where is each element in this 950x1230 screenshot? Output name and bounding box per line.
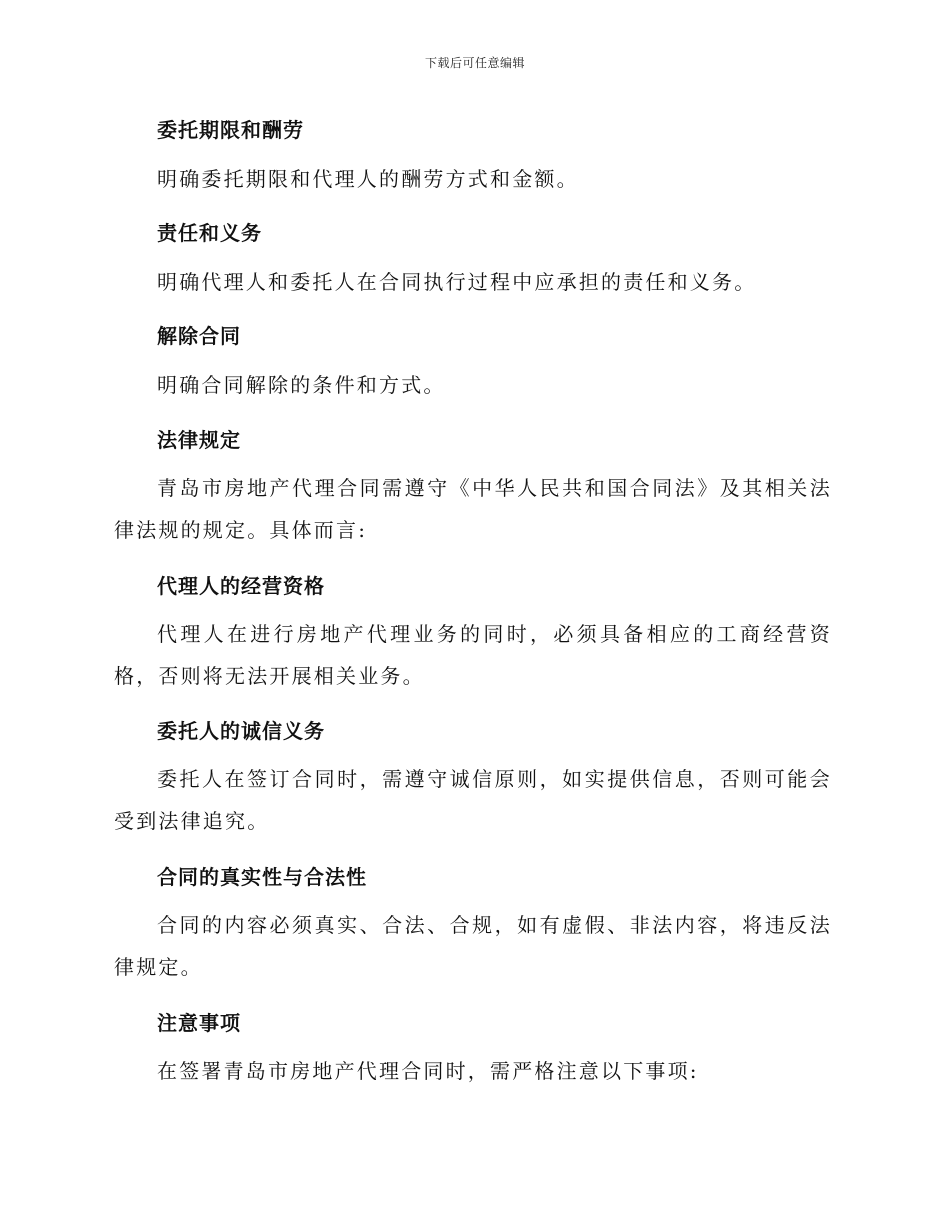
section-heading: 法律规定: [157, 428, 241, 452]
body-paragraph: 委托人在签订合同时，需遵守诚信原则，如实提供信息，否则可能会受到法律追究。: [114, 767, 832, 833]
body-paragraph: 青岛市房地产代理合同需遵守《中华人民共和国合同法》及其相关法律法规的规定。具体而言:: [114, 476, 832, 542]
section-heading: 委托人的诚信义务: [157, 719, 325, 743]
section-heading: 代理人的经营资格: [157, 574, 325, 598]
section-heading: 合同的真实性与合法性: [157, 865, 367, 889]
section-heading: 注意事项: [157, 1011, 241, 1035]
body-paragraph: 明确合同解除的条件和方式。: [157, 373, 446, 397]
body-paragraph: 合同的内容必须真实、合法、合规，如有虚假、非法内容，将违反法律规定。: [114, 913, 832, 979]
body-paragraph: 代理人在进行房地产代理业务的同时，必须具备相应的工商经营资格，否则将无法开展相关业务。: [114, 622, 832, 688]
body-paragraph: 明确委托期限和代理人的酬劳方式和金额。: [157, 167, 579, 191]
page-header: 下载后可任意编辑: [424, 56, 525, 70]
body-paragraph: 在签署青岛市房地产代理合同时，需严格注意以下事项:: [157, 1059, 699, 1083]
body-paragraph: 明确代理人和委托人在合同执行过程中应承担的责任和义务。: [157, 270, 757, 294]
section-heading: 委托期限和酬劳: [157, 118, 304, 142]
section-heading: 责任和义务: [157, 221, 262, 245]
section-heading: 解除合同: [157, 324, 241, 348]
